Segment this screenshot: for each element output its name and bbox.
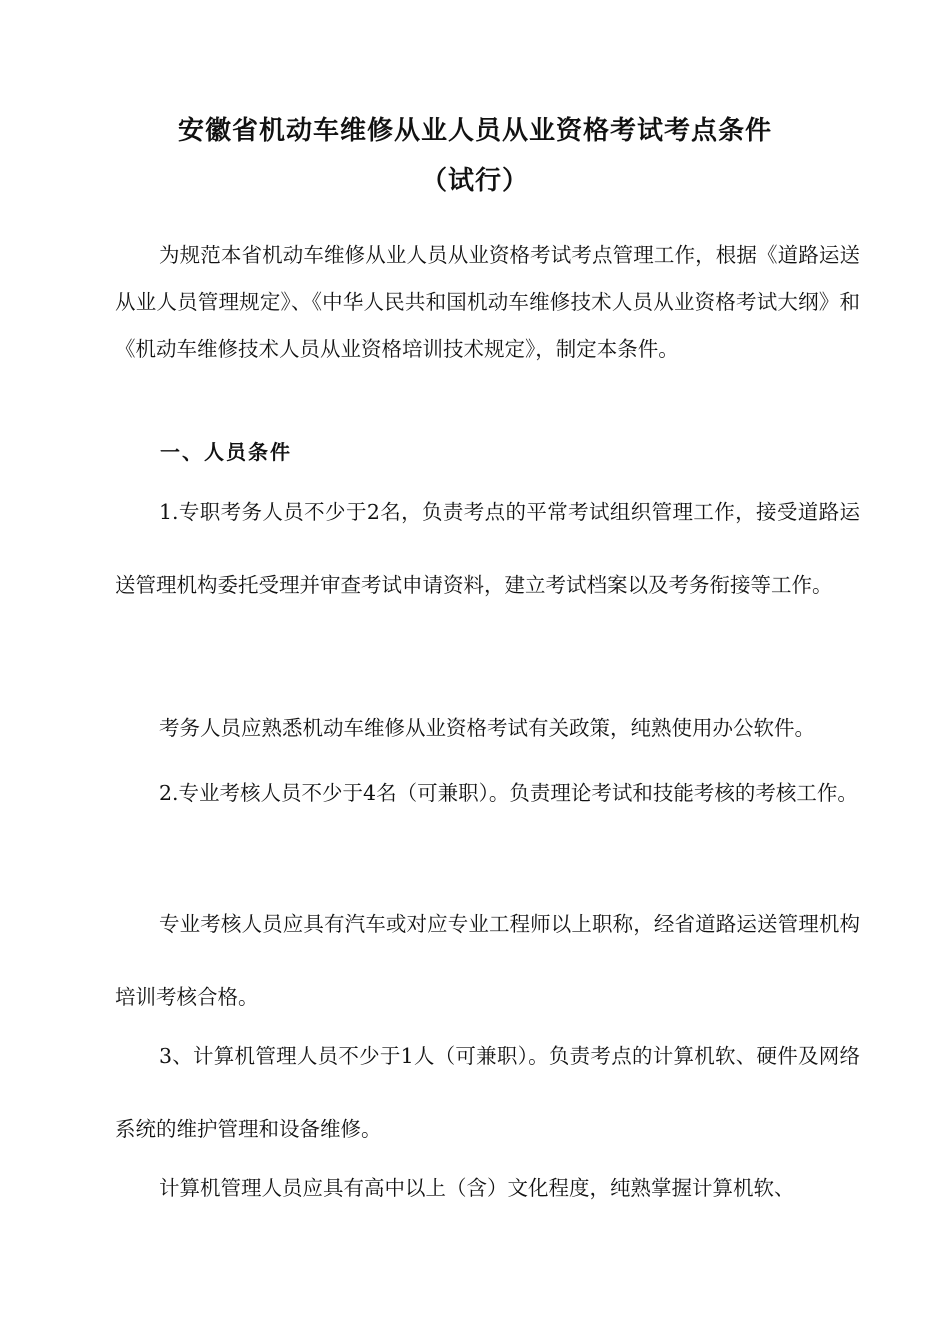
section-heading-personnel: 一、人员条件 xyxy=(160,440,292,464)
document-title: 安徽省机动车维修从业人员从业资格考试考点条件 xyxy=(177,116,772,146)
paragraph-exam-staff: 1.专职考务人员不少于2名，负责考点的平常考试组织管理工作，接受道路运送管理机构委托受理并审查考试申请资料，建立考试档案以及考务衔接等工作。 xyxy=(115,500,860,597)
intro-paragraph: 为规范本省机动车维修从业人员从业资格考试考点管理工作，根据《道路运送从业人员管理规定》、《中华人民共和国机动车维修技术人员从业资格考试大纲》和《机动车维修技术人员从业资格培训技术规定》，制定本条件。 xyxy=(115,243,860,361)
paragraph-computer-staff-requirement: 计算机管理人员应具有高中以上（含）文化程度，纯熟掌握计算机软、 xyxy=(159,1176,795,1200)
paragraph-exam-staff-requirement: 考务人员应熟悉机动车维修从业资格考试有关政策，纯熟使用办公软件。 xyxy=(159,716,815,740)
document-subtitle: （试行） xyxy=(420,166,529,196)
paragraph-assessors: 2.专业考核人员不少于4名（可兼职）。负责理论考试和技能考核的考核工作。 xyxy=(159,781,858,805)
paragraph-assessors-requirement: 专业考核人员应具有汽车或对应专业工程师以上职称，经省道路运送管理机构培训考核合格。 xyxy=(115,912,860,1009)
paragraph-computer-staff: 3、计算机管理人员不少于1人（可兼职）。负责考点的计算机软、硬件及网络系统的维护管理和设备维修。 xyxy=(115,1044,860,1141)
